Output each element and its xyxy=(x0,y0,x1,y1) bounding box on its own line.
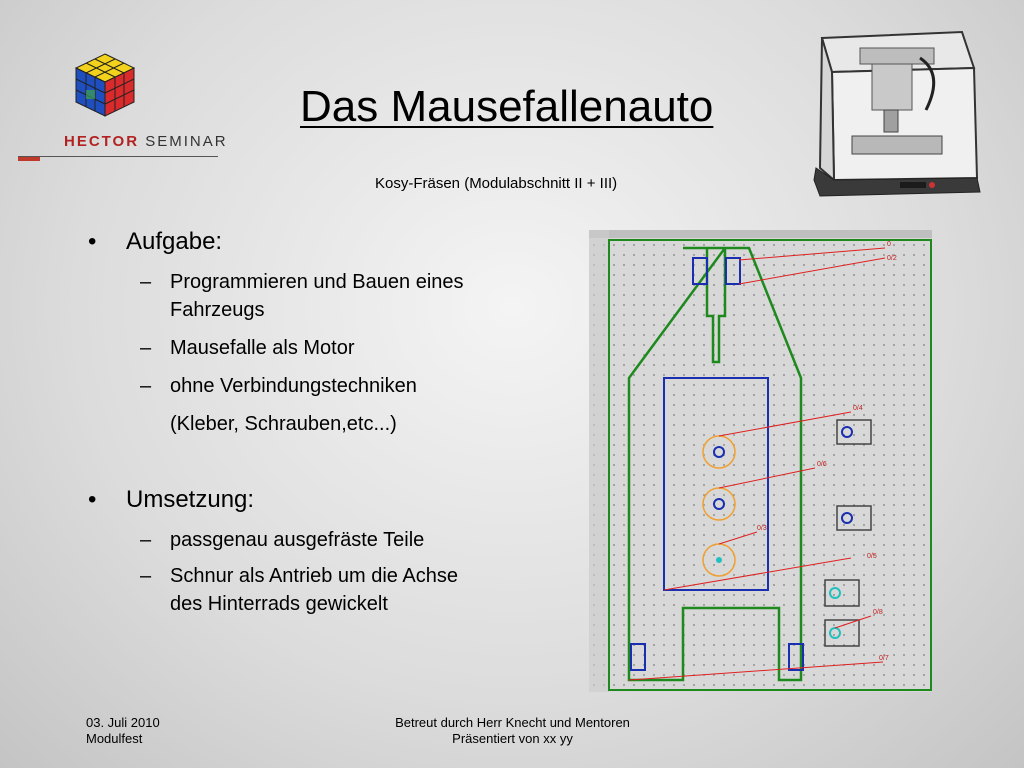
rubiks-cube-icon xyxy=(70,50,140,130)
footer-event: Modulfest xyxy=(86,731,143,746)
footer-credits xyxy=(330,715,695,747)
sub-bullet-schnur: – Schnur als Antrieb um die Achse des Hinterrads gewickelt xyxy=(140,565,458,615)
cad-label: 0/2 xyxy=(887,255,897,262)
slide-title: Das Mausefallenauto xyxy=(300,82,714,131)
sub-bullet-passgenau: – passgenau ausgefräste Teile xyxy=(140,529,425,551)
cad-label: 0/5 xyxy=(867,553,877,560)
sub-bullet-programmieren: – Programmieren und Bauen eines Fahrzeugs xyxy=(140,271,464,321)
cad-label: 0 xyxy=(887,241,891,248)
bullet-umsetzung: • Umsetzung: xyxy=(88,486,568,514)
hector-seminar-logo xyxy=(18,50,228,170)
logo-underline xyxy=(18,156,218,157)
logo-accent-bar xyxy=(18,157,40,161)
footer-date: 03. Juli 2010 xyxy=(86,715,160,730)
sub-bullet-continuation: (Kleber, Schrauben,etc...) xyxy=(170,413,397,435)
cad-drawing xyxy=(589,230,932,692)
footer-presented: Präsentiert von xx yy xyxy=(452,731,573,746)
slide-subtitle: Kosy-Fräsen (Modulabschnitt II + III) xyxy=(375,175,618,192)
cad-label: 0/8 xyxy=(873,609,883,616)
bullet-aufgabe: • Aufgabe: xyxy=(88,228,568,256)
cnc-milling-machine-image xyxy=(812,28,982,200)
footer-supervised: Betreut durch Herr Knecht und Mentoren xyxy=(395,715,630,730)
cad-label: 0/4 xyxy=(853,405,863,412)
content-list xyxy=(88,228,568,618)
sub-bullet-mausefalle: – Mausefalle als Motor xyxy=(140,337,355,359)
cad-label: 0/6 xyxy=(817,461,827,468)
logo-wordmark: HECTOR SEMINAR xyxy=(64,133,228,150)
cad-label: 0/7 xyxy=(879,655,889,662)
footer-date-block xyxy=(86,715,160,747)
cad-label: 0/3 xyxy=(757,525,767,532)
sub-bullet-verbindung: – ohne Verbindungstechniken xyxy=(140,375,417,397)
